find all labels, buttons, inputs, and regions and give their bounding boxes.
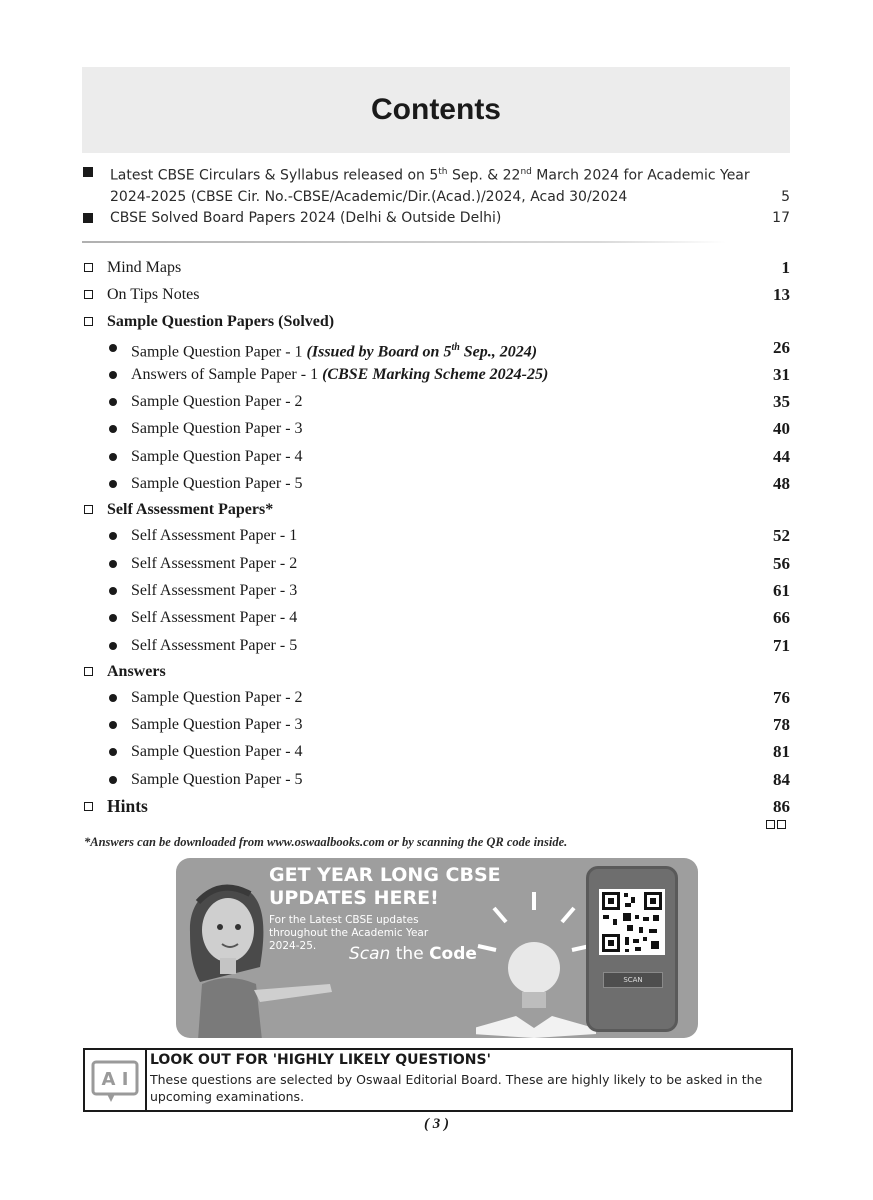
checkbox-bullet-icon — [84, 505, 93, 514]
promo-banner[interactable] — [176, 858, 698, 1038]
toc-sap-4[interactable]: Self Assessment Paper - 4 66 — [82, 604, 790, 631]
bullet-dot-icon — [109, 532, 117, 540]
svg-text:A I: A I — [101, 1069, 129, 1090]
toc-sap-3[interactable]: Self Assessment Paper - 3 61 — [82, 577, 790, 604]
scan-the-code-text: Scan the Code — [349, 944, 477, 964]
checkbox-bullet-icon — [84, 263, 93, 272]
end-marker-icon — [764, 820, 786, 832]
bullet-dot-icon — [109, 480, 117, 488]
lightbulb-icon — [476, 888, 596, 1038]
checkbox-bullet-icon — [84, 667, 93, 676]
bullet-dot-icon — [109, 398, 117, 406]
checkbox-bullet-icon — [84, 290, 93, 299]
bullet-dot-icon — [109, 721, 117, 729]
toc-sap-heading: Self Assessment Papers* — [82, 497, 790, 522]
notice-icon-cell — [85, 1050, 147, 1110]
bullet-dot-icon — [109, 587, 117, 595]
toc-sap-5[interactable]: Self Assessment Paper - 5 71 — [82, 632, 790, 659]
toc-answers-sqp-1[interactable]: Answers of Sample Paper - 1 (CBSE Marking Scheme 2024-25) 31 — [82, 361, 790, 388]
toc-on-tips-notes[interactable]: On Tips Notes 13 — [82, 281, 790, 308]
bullet-dot-icon — [109, 453, 117, 461]
square-bullet-icon — [83, 167, 93, 177]
toc-mind-maps[interactable]: Mind Maps 1 — [82, 254, 790, 281]
top-list — [82, 162, 790, 229]
contents-header — [82, 67, 790, 153]
bullet-dot-icon — [109, 560, 117, 568]
bullet-dot-icon — [109, 371, 117, 379]
toc-hints[interactable]: Hints 86 — [82, 793, 790, 820]
toc-sqp-heading: Sample Question Papers (Solved) — [82, 309, 790, 334]
bullet-dot-icon — [109, 344, 117, 352]
bullet-dot-icon — [109, 642, 117, 650]
checkbox-bullet-icon — [84, 317, 93, 326]
phone-illustration — [586, 866, 678, 1032]
toc-sqp-1[interactable]: Sample Question Paper - 1 (Issued by Board on 5th Sep., 2024) 26 — [82, 334, 790, 361]
square-bullet-icon — [83, 213, 93, 223]
toc-sap-1[interactable]: Self Assessment Paper - 1 52 — [82, 522, 790, 549]
toc-answers-sqp-4[interactable]: Sample Question Paper - 4 81 — [82, 738, 790, 765]
toc-sap-2[interactable]: Self Assessment Paper - 2 56 — [82, 550, 790, 577]
page-number-footer: ( 3 ) — [424, 1116, 449, 1132]
qr-code-icon — [599, 889, 665, 955]
ai-logo-icon — [85, 1050, 145, 1110]
divider — [82, 241, 726, 243]
top-item-board-papers[interactable]: CBSE Solved Board Papers 2024 (Delhi & Outside Delhi) 17 — [82, 208, 790, 229]
toc-answers-sqp-2[interactable]: Sample Question Paper - 2 76 — [82, 684, 790, 711]
toc-sqp-3[interactable]: Sample Question Paper - 3 40 — [82, 415, 790, 442]
checkbox-bullet-icon — [84, 802, 93, 811]
toc-sqp-2[interactable]: Sample Question Paper - 2 35 — [82, 388, 790, 415]
highly-likely-notice — [83, 1048, 793, 1112]
bullet-dot-icon — [109, 425, 117, 433]
page-title: Contents — [371, 93, 501, 126]
footnote: *Answers can be downloaded from www.oswaalbooks.com or by scanning the QR code inside. — [84, 835, 568, 849]
scan-button[interactable]: SCAN — [603, 972, 663, 988]
page-number: 17 — [772, 209, 790, 226]
bullet-dot-icon — [109, 748, 117, 756]
toc-answers-heading: Answers — [82, 659, 790, 684]
notice-title: LOOK OUT FOR 'HIGHLY LIKELY QUESTIONS' — [150, 1052, 491, 1068]
table-of-contents — [82, 254, 790, 820]
page-number: 5 — [781, 188, 790, 205]
bullet-dot-icon — [109, 776, 117, 784]
toc-sqp-5[interactable]: Sample Question Paper - 5 48 — [82, 470, 790, 497]
banner-subtext: For the Latest CBSE updates throughout the Academic Year 2024-25. — [269, 914, 429, 952]
toc-answers-sqp-3[interactable]: Sample Question Paper - 3 78 — [82, 711, 790, 738]
top-item-circulars[interactable]: Latest CBSE Circulars & Syllabus released on 5th Sep. & 22nd March 2024 for Academic Year 2024-2025 (CBSE Cir. No.-CBSE/Academic/Dir.(Acad.)/2024, Acad 30/2024 5 — [82, 162, 790, 208]
toc-sqp-4[interactable]: Sample Question Paper - 4 44 — [82, 443, 790, 470]
notice-body: These questions are selected by Oswaal Editorial Board. These are highly likely to be asked in the upcoming examinations. — [150, 1072, 763, 1104]
banner-headline: GET YEAR LONG CBSE UPDATES HERE! — [269, 864, 501, 909]
bullet-dot-icon — [109, 614, 117, 622]
bullet-dot-icon — [109, 694, 117, 702]
toc-answers-sqp-5[interactable]: Sample Question Paper - 5 84 — [82, 766, 790, 793]
